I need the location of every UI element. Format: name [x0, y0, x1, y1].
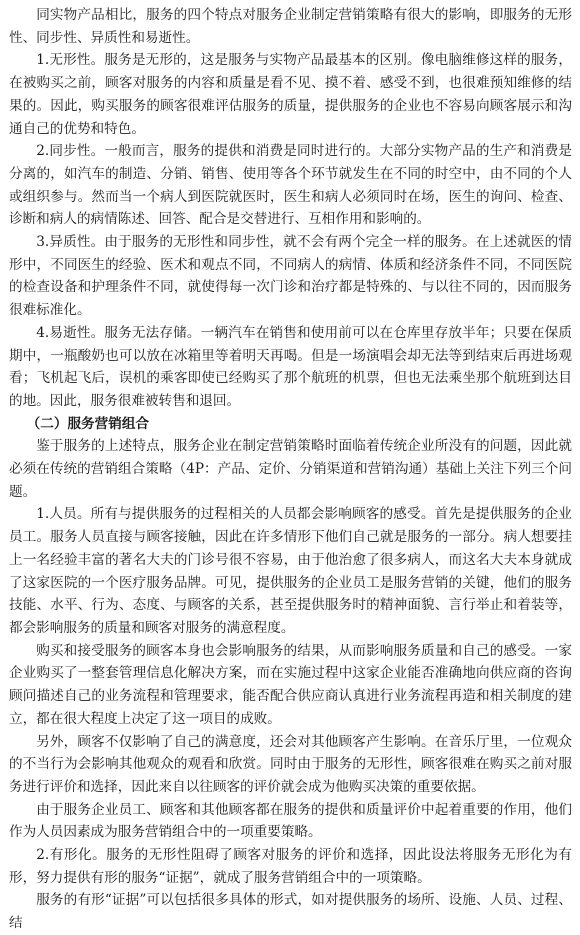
paragraph-tangible-evidence: 服务的有形“证据”可以包括很多具体的形式，如对提供服务的场所、设施、人员、过程、结 [9, 892, 572, 932]
paragraph-simultaneity: 2.同步性。一般而言，服务的提供和消费是同时进行的。大部分实物产品的生产和消费是分离的，如汽车的制造、分销、销售、使用等各个环节就发生在不同的时空中，由不同的个人或组织参与。然而当一个病人到医院就医时，医生和病人必须同时在场，医生的询问、检查、诊断和病人的病情陈述、回答、配合是交替进行、互相作用和影响的。 [9, 143, 572, 228]
paragraph-marketing-mix-intro: 鉴于服务的上述特点，服务企业在制定营销策略时面临着传统企业所没有的问题，因此就必须在传统的营销组合策略（4P：产品、定价、分销渠道和营销沟通）基础上关注下列三个问题。 [9, 438, 572, 500]
paragraph-perishability: 4.易逝性。服务无法存储。一辆汽车在销售和使用前可以在仓库里存放半年；只要在保质期中，一瓶酸奶也可以放在冰箱里等着明天再喝。但是一场演唱会却无法等到结束后再进场观看；飞机起飞后，误机的乘客即使已经购买了那个航班的机票，但也无法乘坐那个航班到达目的地。因此，服务很难被转售和退回。 [9, 324, 572, 409]
paragraph-intangibility: 1.无形性。服务是无形的，这是服务与实物产品最基本的区别。像电脑维修这样的服务，在被购买之前，顾客对服务的内容和质量是看不见、摸不着、感受不到，也很难预知维修的结果的。因此，购买服务的顾客很难评估服务的质量，提供服务的企业也不容易向顾客展示和沟通自己的优势和特色。 [9, 52, 572, 137]
paragraph-heterogeneity: 3.异质性。由于服务的无形性和同步性，就不会有两个完全一样的服务。在上述就医的情形中，不同医生的经验、医术和观点不同，不同病人的病情、体质和经济条件不同，不同医院的检查设备和护理条件不同，就使得每一次门诊和治疗都是特殊的、与以往不同的，因而服务很难标准化。 [9, 234, 572, 319]
paragraph-customers: 购买和接受服务的顾客本身也会影响服务的结果，从而影响服务质量和自己的感受。一家企业购买了一整套管理信息化解决方案，而在实施过程中这家企业能否准确地向供应商的咨询顾问描述自己的业务流程和管理要求，能否配合供应商认真进行业务流程再造和相关制度的建立，都在很大程度上决定了这一项目的成败。 [9, 642, 572, 727]
paragraph-tangibilization: 2.有形化。服务的无形性阻碍了顾客对服务的评价和选择，因此设法将服务无形化为有形，努力提供有形的服务“证据”，就成了服务营销组合中的一项策略。 [9, 847, 572, 886]
paragraph-other-customers: 另外，顾客不仅影响了自己的满意度，还会对其他顾客产生影响。在音乐厅里，一位观众的不当行为会影响其他观众的观看和欣赏。同时由于服务的无形性，顾客很难在购买之前对服务进行评价和选择，因此来自以往顾客的评价就会成为他购买决策的重要依据。 [9, 733, 572, 795]
paragraph-people-summary: 由于服务企业员工、顾客和其他顾客都在服务的提供和质量评价中起着重要的作用，他们作为人员因素成为服务营销组合中的一项重要策略。 [9, 801, 572, 841]
paragraph-intro: 同实物产品相比，服务的四个特点对服务企业制定营销策略有很大的影响，即服务的无形性、同步性、异质性和易逝性。 [9, 7, 572, 46]
section-heading: （二）服务营销组合 [26, 415, 150, 432]
paragraph-people: 1.人员。所有与提供服务的过程相关的人员都会影响顾客的感受。首先是提供服务的企业员工。服务人员直接与顾客接触，因此在许多情形下他们自己就是服务的一部分。病人想要挂上一名经验丰富的著名大夫的门诊号很不容易，由于他治愈了很多病人，而这名大夫本身就成了这家医院的一个医疗服务品牌。可见，提供服务的企业员工是服务营销的关键，他们的服务技能、水平、行为、态度、与顾客的关系，甚至提供服务时的精神面貌、言行举止和着装等，都会影响服务的质量和顾客对服务的满意程度。 [9, 506, 572, 636]
